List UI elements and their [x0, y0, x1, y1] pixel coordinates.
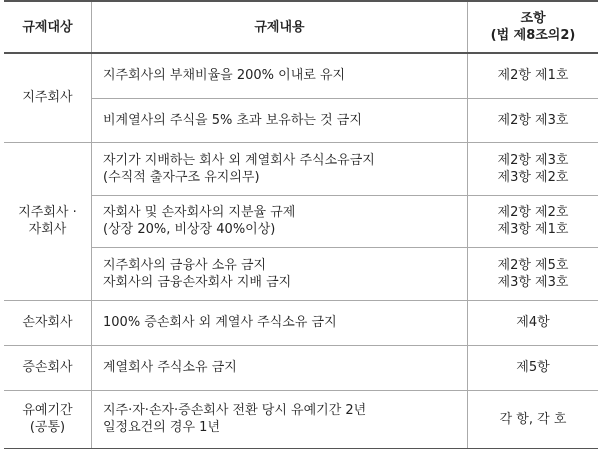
- article-line: 제2항 제5호: [497, 257, 569, 273]
- content-cell: 비계열사의 주식을 5% 초과 보유하는 것 금지: [92, 98, 468, 142]
- content-line: 자기가 지배하는 회사 외 계열회사 주식소유금지: [103, 152, 375, 168]
- content-line: (수직적 출자구조 유지의무): [103, 169, 260, 185]
- header-article-law: (법 제8조의2): [490, 28, 576, 43]
- article-cell: [468, 142, 599, 195]
- regulation-table-container: [4, 0, 596, 452]
- target-line: (공통): [29, 420, 66, 435]
- article-cell: 제2항 제1호: [468, 53, 599, 98]
- content-line: 일정요건의 경우 1년: [103, 420, 220, 435]
- content-line: 자회사의 금융손자회사 지배 금지: [103, 274, 292, 290]
- table-row: [4, 98, 598, 142]
- table-row: [4, 247, 598, 300]
- target-line: 지주회사 ·: [18, 205, 77, 220]
- article-cell: 제5항: [468, 345, 599, 390]
- header-article-title: 조항: [520, 11, 546, 26]
- content-line: (상장 20%, 비상장 40%이상): [103, 222, 276, 237]
- target-cell-great-grandchild: 증손회사: [4, 345, 92, 390]
- content-cell: 지주회사의 부채비율을 200% 이내로 유지: [92, 53, 468, 98]
- content-line: 지주·자·손자·증손회사 전환 당시 유예기간 2년: [103, 403, 367, 418]
- article-line: 제3항 제1호: [497, 222, 569, 237]
- article-cell: 제2항 제3호: [468, 98, 599, 142]
- content-cell: [92, 195, 468, 247]
- header-article: [468, 1, 599, 53]
- article-cell: 각 항, 각 호: [468, 390, 599, 448]
- article-line: 제2항 제3호: [497, 152, 569, 168]
- content-cell: [92, 390, 468, 448]
- target-cell-grace: [4, 390, 92, 448]
- table-row: [4, 300, 598, 345]
- content-cell: 계열회사 주식소유 금지: [92, 345, 468, 390]
- content-line: 자회사 및 손자회사의 지분율 규제: [103, 205, 296, 220]
- target-line: 자회사: [28, 222, 67, 237]
- table-row: [4, 390, 598, 448]
- table-row: [4, 53, 598, 98]
- content-cell: 100% 증손회사 외 계열사 주식소유 금지: [92, 300, 468, 345]
- table-row: [4, 142, 598, 195]
- article-cell: [468, 247, 599, 300]
- content-cell: [92, 142, 468, 195]
- target-cell-holding: 지주회사: [4, 53, 92, 142]
- table-row: [4, 345, 598, 390]
- content-line: 지주회사의 금융사 소유 금지: [103, 257, 267, 273]
- header-target: 규제대상: [4, 1, 92, 53]
- target-line: 유예기간: [22, 403, 73, 418]
- table-row: [4, 195, 598, 247]
- header-content: 규제내용: [92, 1, 468, 53]
- article-line: 제3항 제3호: [497, 274, 569, 290]
- article-line: 제3항 제2호: [497, 169, 569, 185]
- target-cell-holding-sub: [4, 142, 92, 300]
- content-cell: [92, 247, 468, 300]
- header-row: [4, 1, 598, 53]
- regulation-table: [4, 0, 598, 449]
- article-line: 제2항 제2호: [497, 205, 569, 220]
- article-cell: 제4항: [468, 300, 599, 345]
- article-cell: [468, 195, 599, 247]
- target-cell-grandchild: 손자회사: [4, 300, 92, 345]
